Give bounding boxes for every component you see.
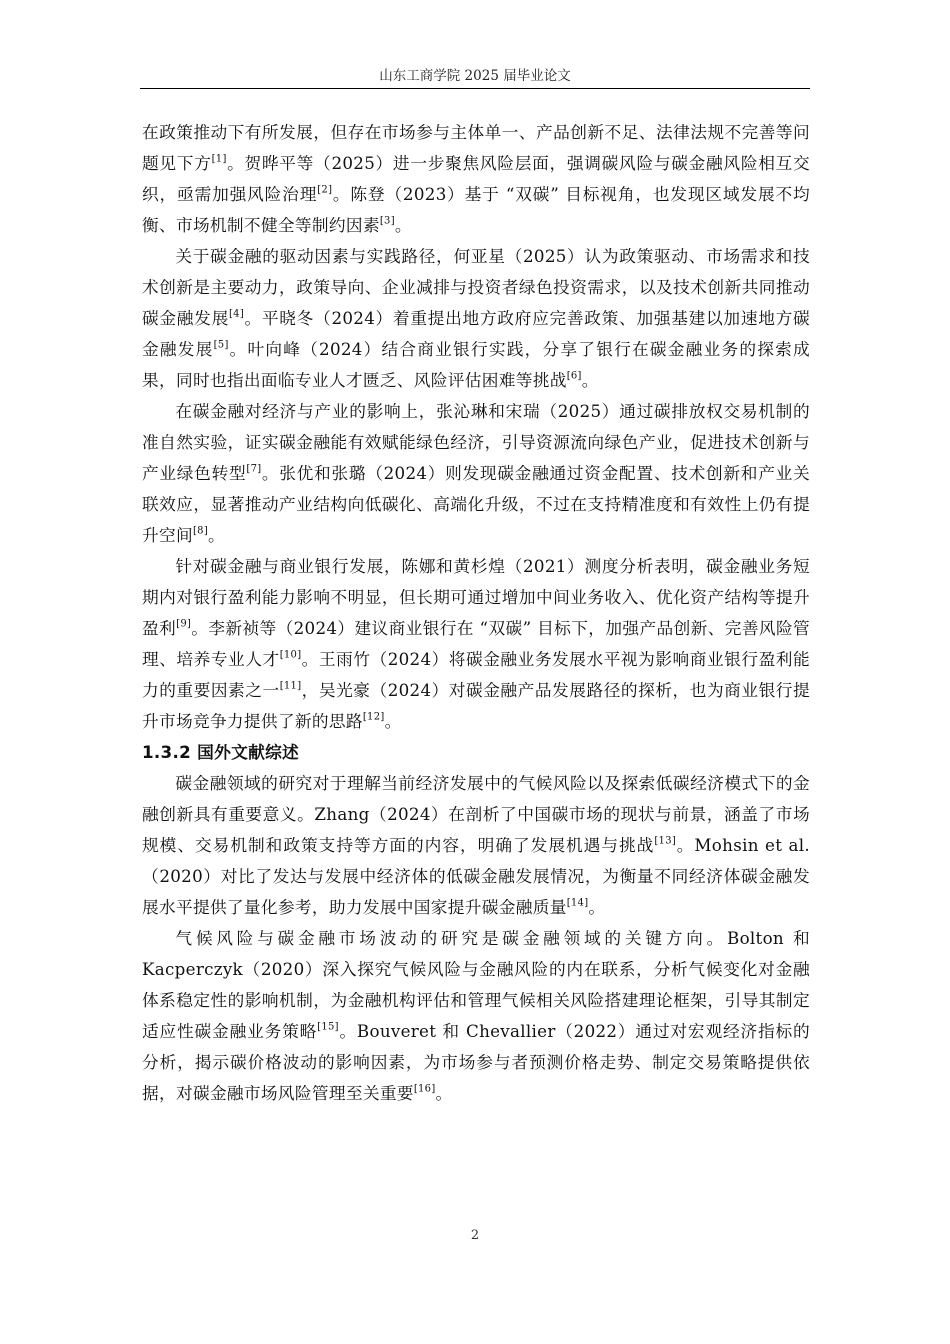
citation: [11]	[279, 680, 302, 692]
citation: [12]	[362, 711, 385, 723]
citation: [5]	[213, 339, 229, 351]
citation: [15]	[317, 1021, 339, 1033]
paragraph-text: ，吴光豪（2024）对碳金融产品发展路径的探析，也为商业银行提升市场竞争力提供了新的思路	[142, 680, 810, 731]
citation: [4]	[228, 308, 245, 320]
citation: [2]	[317, 184, 333, 196]
paragraph-text: 。贺晔平等（2025）进一步聚焦风险层面，强调碳风险与碳金融风险相互交织，亟需加强风险治理	[142, 153, 811, 204]
paragraph-text: 。王雨竹（2024）将碳金融业务发展水平视为影响商业银行盈利能力的重要因素之一	[142, 649, 810, 700]
paragraph-text: 气候风险与碳金融市场波动的研究是碳金融领域的关键方向。Bolton 和 Kacperczyk（2020）深入探究气候风险与金融风险的内在联系，分析气候变化对金融体系稳定性的影响机制，为金融机构评估和管理气候相关风险搭建理论框架，引导其制定适应性碳金融业务策略	[142, 928, 810, 1041]
paragraph-text: 。	[394, 215, 412, 235]
citation: [13]	[654, 835, 677, 847]
paragraph-text: 。	[581, 370, 599, 390]
citation: [6]	[566, 370, 582, 382]
page-number: 2	[470, 1228, 480, 1243]
paragraph-text: 。平晓冬（2024）着重提出地方政府应完善政策、加强基建以加速地方碳金融发展	[142, 308, 810, 359]
paragraph-6	[142, 923, 810, 1109]
citation: [8]	[192, 525, 209, 537]
paragraph-5	[142, 768, 810, 923]
citation: [16]	[413, 1083, 436, 1095]
header-rule	[140, 88, 810, 89]
paragraph-text: 。	[435, 1083, 453, 1103]
paragraph-text: 在政策推动下有所发展，但存在市场参与主体单一、产品创新不足、法律法规不完善等问题见下方	[142, 122, 810, 173]
citation: [1]	[211, 153, 227, 165]
paragraph-2	[142, 241, 810, 396]
paragraph-text: 。	[384, 711, 402, 731]
citation: [10]	[279, 649, 302, 661]
citation: [9]	[176, 618, 192, 630]
citation: [7]	[246, 463, 262, 475]
paragraph-text: 。叶向峰（2024）结合商业银行实践，分享了银行在碳金融业务的探索成果，同时也指出面临专业人才匮乏、风险评估困难等挑战	[142, 339, 810, 390]
paragraph-text: 。张优和张璐（2024）则发现碳金融通过资金配置、技术创新和产业关联效应，显著推动产业结构向低碳化、高端化升级，不过在支持精准度和有效性上仍有提升空间	[142, 463, 810, 545]
paragraph-text: 。李新祯等（2024）建议商业银行在 “双碳” 目标下，加强产品创新、完善风险管理、培养专业人才	[142, 618, 810, 669]
citation: [3]	[379, 215, 395, 227]
paragraph-text: 。	[588, 897, 606, 917]
page-header: 山东工商学院 2025 届毕业论文	[379, 68, 571, 84]
citation: [14]	[566, 897, 589, 909]
paragraph-1	[142, 117, 810, 241]
paragraph-3	[142, 396, 810, 551]
paragraph-text: 。Mohsin et al.（2020）对比了发达与发展中经济体的低碳金融发展情况，为衡量不同经济体碳金融发展水平提供了量化参考，助力发展中国家提升碳金融质量	[142, 835, 810, 917]
section-heading: 1.3.2 国外文献综述	[142, 742, 300, 762]
paragraph-text: 关于碳金融的驱动因素与实践路径，何亚星（2025）认为政策驱动、市场需求和技术创新是主要动力，政策导向、企业减排与投资者绿色投资需求，以及技术创新共同推动碳金融发展	[142, 246, 810, 328]
paragraph-4	[142, 551, 810, 737]
paragraph-text: 针对碳金融与商业银行发展，陈娜和黄杉煌（2021）测度分析表明，碳金融业务短期内对银行盈利能力影响不明显，但长期可通过增加中间业务收入、优化资产结构等提升盈利	[142, 556, 810, 638]
paragraph-text: 。Bouveret 和 Chevallier（2022）通过对宏观经济指标的分析，揭示碳价格波动的影响因素，为市场参与者预测价格走势、制定交易策略提供依据，对碳金融市场风险管理至关重要	[142, 1021, 810, 1103]
body-content	[142, 117, 810, 1109]
paragraph-text: 碳金融领域的研究对于理解当前经济发展中的气候风险以及探索低碳经济模式下的金融创新具有重要意义。Zhang（2024）在剖析了中国碳市场的现状与前景，涵盖了市场规模、交易机制和政策支持等方面的内容，明确了发展机遇与挑战	[142, 773, 810, 855]
paragraph-text: 。	[208, 525, 226, 545]
paragraph-text: 在碳金融对经济与产业的影响上，张沁琳和宋瑞（2025）通过碳排放权交易机制的准自然实验，证实碳金融能有效赋能绿色经济，引导资源流向绿色产业，促进技术创新与产业绿色转型	[142, 401, 810, 483]
paragraph-text: 。陈登（2023）基于 “双碳” 目标视角，也发现区域发展不均衡、市场机制不健全等制约因素	[142, 184, 811, 235]
